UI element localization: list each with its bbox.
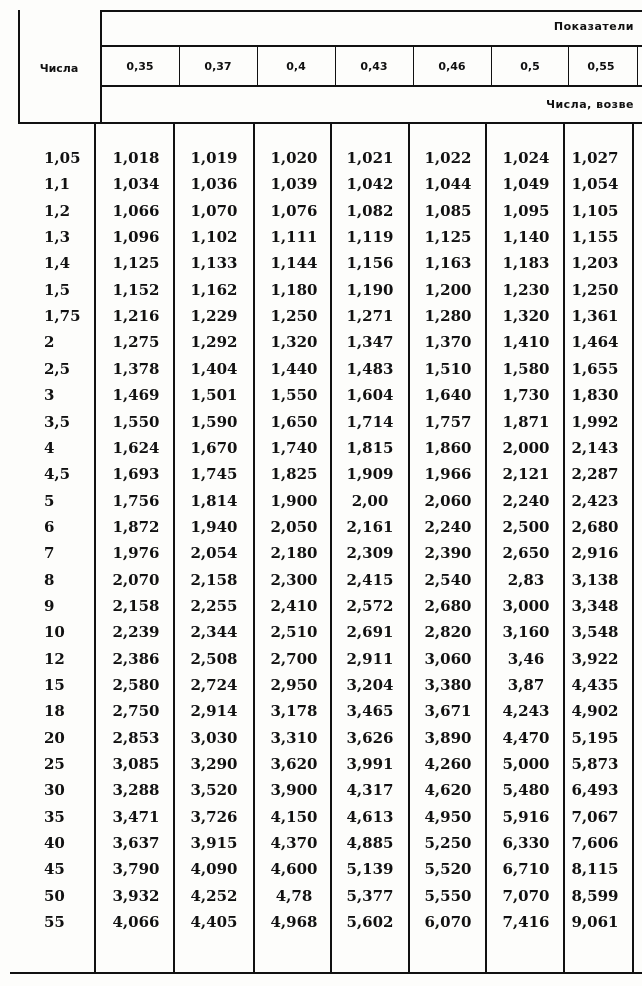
power-value-cell: 2,309 xyxy=(346,544,394,563)
power-value-cell: 3,46 xyxy=(507,649,545,668)
power-value-cell: 1,054 xyxy=(571,175,619,194)
power-value-cell: 7,070 xyxy=(502,886,550,905)
power-value-cell: 1,162 xyxy=(190,280,238,299)
table-row xyxy=(0,728,642,754)
power-value-cell: 1,042 xyxy=(346,175,394,194)
power-value-cell: 1,410 xyxy=(502,333,550,352)
power-value-cell: 4,090 xyxy=(190,860,238,879)
power-value-cell: 1,155 xyxy=(571,228,619,247)
power-value-cell: 2,680 xyxy=(424,596,472,615)
power-value-cell: 2,680 xyxy=(571,517,619,536)
power-value-cell: 6,710 xyxy=(502,860,550,879)
power-value-cell: 1,655 xyxy=(571,359,619,378)
power-value-cell: 2,691 xyxy=(346,623,394,642)
power-value-cell: 1,604 xyxy=(346,386,394,405)
row-number-label: 1,75 xyxy=(44,307,81,326)
row-number-label: 12 xyxy=(44,649,65,668)
power-value-cell: 1,815 xyxy=(346,438,394,457)
table-row xyxy=(0,807,642,833)
power-value-cell: 1,510 xyxy=(424,359,472,378)
power-value-cell: 4,405 xyxy=(190,913,238,932)
power-value-cell: 3,310 xyxy=(270,728,318,747)
row-number-label: 20 xyxy=(44,728,65,747)
power-value-cell: 6,330 xyxy=(502,834,550,853)
row-number-label: 1,5 xyxy=(44,280,71,299)
row-number-label: 4,5 xyxy=(44,465,71,484)
power-value-cell: 3,726 xyxy=(190,807,238,826)
power-value-cell: 1,640 xyxy=(424,386,472,405)
power-value-cell: 4,613 xyxy=(346,807,394,826)
row-number-label: 10 xyxy=(44,623,65,642)
power-value-cell: 1,670 xyxy=(190,438,238,457)
table-row xyxy=(0,174,642,200)
power-value-cell: 1,203 xyxy=(571,254,619,273)
power-value-cell: 1,018 xyxy=(112,149,160,167)
power-value-cell: 5,195 xyxy=(571,728,619,747)
power-value-cell: 1,022 xyxy=(424,149,472,167)
table-row xyxy=(0,359,642,385)
power-value-cell: 2,158 xyxy=(190,570,238,589)
table-row xyxy=(0,912,642,938)
power-value-cell: 2,950 xyxy=(270,676,318,694)
row-number-label: 2 xyxy=(44,333,55,352)
table-row xyxy=(0,438,642,464)
row-number-label: 5 xyxy=(44,491,55,510)
table-row xyxy=(0,701,642,727)
power-value-cell: 1,229 xyxy=(190,307,238,326)
power-value-cell: 1,378 xyxy=(112,359,160,378)
power-value-cell: 2,820 xyxy=(424,623,472,642)
row-number-label: 55 xyxy=(44,913,65,932)
power-value-cell: 8,115 xyxy=(571,860,619,879)
power-value-cell: 2,410 xyxy=(270,596,318,615)
power-value-cell: 2,580 xyxy=(112,676,160,694)
power-value-cell: 3,465 xyxy=(346,702,394,721)
power-value-cell: 3,626 xyxy=(346,728,394,747)
power-value-cell: 8,599 xyxy=(571,886,619,905)
power-value-cell: 2,386 xyxy=(112,649,160,668)
power-value-cell: 4,620 xyxy=(424,781,472,800)
row-number-label: 45 xyxy=(44,860,65,879)
power-value-cell: 2,000 xyxy=(502,438,550,457)
power-value-cell: 4,600 xyxy=(270,860,318,879)
power-value-cell: 2,508 xyxy=(190,649,238,668)
power-value-cell: 4,950 xyxy=(424,807,472,826)
row-number-label: 1,4 xyxy=(44,254,71,273)
power-value-cell: 5,480 xyxy=(502,781,550,800)
power-value-cell: 2,750 xyxy=(112,702,160,721)
power-value-cell: 1,102 xyxy=(190,228,238,247)
power-value-cell: 2,054 xyxy=(190,544,238,563)
exponent-header-6: 0,5 xyxy=(520,60,540,73)
power-value-cell: 1,085 xyxy=(424,201,472,220)
power-value-cell: 7,606 xyxy=(571,834,619,853)
power-value-cell: 1,082 xyxy=(346,201,394,220)
power-value-cell: 3,637 xyxy=(112,834,160,853)
power-value-cell: 1,483 xyxy=(346,359,394,378)
table-row xyxy=(0,412,642,438)
power-value-cell: 1,036 xyxy=(190,175,238,194)
power-value-cell: 1,757 xyxy=(424,412,472,431)
row-number-label: 7 xyxy=(44,544,55,563)
power-value-cell: 4,260 xyxy=(424,755,472,774)
power-value-cell: 1,740 xyxy=(270,438,318,457)
header-line-1 xyxy=(100,45,642,47)
power-value-cell: 2,510 xyxy=(270,623,318,642)
power-value-cell: 1,361 xyxy=(571,307,619,326)
row-number-label: 1,05 xyxy=(44,149,81,167)
row-number-label: 40 xyxy=(44,834,65,853)
power-value-cell: 5,550 xyxy=(424,886,472,905)
exponent-header-5: 0,46 xyxy=(438,60,466,73)
power-value-cell: 1,250 xyxy=(571,280,619,299)
table-row xyxy=(0,649,642,675)
power-value-cell: 4,243 xyxy=(502,702,550,721)
power-value-cell: 1,125 xyxy=(112,254,160,273)
power-value-cell: 1,024 xyxy=(502,149,550,167)
power-value-cell: 4,150 xyxy=(270,807,318,826)
power-value-cell: 7,416 xyxy=(502,913,550,932)
row-number-label: 6 xyxy=(44,517,55,536)
power-value-cell: 5,520 xyxy=(424,860,472,879)
power-value-cell: 3,288 xyxy=(112,781,160,800)
power-value-cell: 1,440 xyxy=(270,359,318,378)
power-value-cell: 1,872 xyxy=(112,517,160,536)
power-value-cell: 1,180 xyxy=(270,280,318,299)
power-value-cell: 3,548 xyxy=(571,623,619,642)
power-value-cell: 1,271 xyxy=(346,307,394,326)
power-value-cell: 5,139 xyxy=(346,860,394,879)
table-row xyxy=(0,306,642,332)
power-value-cell: 4,066 xyxy=(112,913,160,932)
power-value-cell: 1,976 xyxy=(112,544,160,563)
power-value-cell: 2,050 xyxy=(270,517,318,536)
power-value-cell: 1,250 xyxy=(270,307,318,326)
row-number-label: 1,3 xyxy=(44,228,71,247)
power-value-cell: 1,096 xyxy=(112,228,160,247)
power-value-cell: 2,239 xyxy=(112,623,160,642)
power-value-cell: 3,060 xyxy=(424,649,472,668)
power-value-cell: 2,390 xyxy=(424,544,472,563)
power-value-cell: 2,143 xyxy=(571,438,619,457)
power-value-cell: 3,348 xyxy=(571,596,619,615)
power-value-cell: 2,161 xyxy=(346,517,394,536)
table-row xyxy=(0,622,642,648)
power-value-cell: 1,550 xyxy=(270,386,318,405)
row-number-label: 25 xyxy=(44,755,65,774)
power-value-cell: 5,000 xyxy=(502,755,550,774)
table-row xyxy=(0,570,642,596)
power-value-cell: 1,714 xyxy=(346,412,394,431)
power-value-cell: 2,572 xyxy=(346,596,394,615)
power-value-cell: 3,87 xyxy=(507,676,545,694)
power-value-cell: 4,78 xyxy=(275,886,313,905)
power-value-cell: 2,060 xyxy=(424,491,472,510)
power-value-cell: 2,724 xyxy=(190,676,238,694)
row-number-label: 15 xyxy=(44,676,65,694)
power-value-cell: 3,030 xyxy=(190,728,238,747)
power-value-cell: 3,178 xyxy=(270,702,318,721)
table-bottom-border xyxy=(10,972,642,974)
power-value-cell: 1,745 xyxy=(190,465,238,484)
power-value-cell: 1,464 xyxy=(571,333,619,352)
power-value-cell: 2,540 xyxy=(424,570,472,589)
row-number-label: 1,1 xyxy=(44,175,71,194)
power-value-cell: 1,900 xyxy=(270,491,318,510)
row-number-label: 4 xyxy=(44,438,55,457)
power-value-cell: 2,500 xyxy=(502,517,550,536)
power-value-cell: 2,914 xyxy=(190,702,238,721)
power-value-cell: 1,370 xyxy=(424,333,472,352)
power-value-cell: 2,121 xyxy=(502,465,550,484)
power-value-cell: 2,650 xyxy=(502,544,550,563)
table-row xyxy=(0,253,642,279)
power-value-cell: 4,885 xyxy=(346,834,394,853)
power-value-cell: 1,049 xyxy=(502,175,550,194)
power-value-cell: 1,133 xyxy=(190,254,238,273)
power-value-cell: 1,039 xyxy=(270,175,318,194)
power-value-cell: 1,814 xyxy=(190,491,238,510)
power-value-cell: 1,940 xyxy=(190,517,238,536)
row-number-label: 1,2 xyxy=(44,201,71,220)
power-value-cell: 1,275 xyxy=(112,333,160,352)
power-value-cell: 9,061 xyxy=(571,913,619,932)
power-value-cell: 6,070 xyxy=(424,913,472,932)
power-value-cell: 3,520 xyxy=(190,781,238,800)
power-value-cell: 2,916 xyxy=(571,544,619,563)
power-value-cell: 2,423 xyxy=(571,491,619,510)
power-value-cell: 2,83 xyxy=(507,570,545,589)
power-value-cell: 1,830 xyxy=(571,386,619,405)
power-value-cell: 3,290 xyxy=(190,755,238,774)
table-row xyxy=(0,332,642,358)
exponent-header-4: 0,43 xyxy=(360,60,388,73)
exponent-header-2: 0,37 xyxy=(204,60,232,73)
power-value-cell: 3,138 xyxy=(571,570,619,589)
power-value-cell: 2,911 xyxy=(346,649,394,668)
power-value-cell: 1,156 xyxy=(346,254,394,273)
power-value-cell: 1,320 xyxy=(502,307,550,326)
power-value-cell: 5,602 xyxy=(346,913,394,932)
power-value-cell: 1,152 xyxy=(112,280,160,299)
power-value-cell: 1,027 xyxy=(571,149,619,167)
power-value-cell: 1,580 xyxy=(502,359,550,378)
power-value-cell: 1,550 xyxy=(112,412,160,431)
power-value-cell: 1,190 xyxy=(346,280,394,299)
power-value-cell: 2,700 xyxy=(270,649,318,668)
row-number-label: 30 xyxy=(44,781,65,800)
power-value-cell: 2,240 xyxy=(424,517,472,536)
table-row xyxy=(0,201,642,227)
table-row xyxy=(0,148,642,174)
power-value-cell: 1,992 xyxy=(571,412,619,431)
power-value-cell: 1,860 xyxy=(424,438,472,457)
power-value-cell: 3,204 xyxy=(346,676,394,694)
table-row xyxy=(0,754,642,780)
table-row xyxy=(0,780,642,806)
power-value-cell: 3,915 xyxy=(190,834,238,853)
power-value-cell: 1,650 xyxy=(270,412,318,431)
power-value-cell: 1,044 xyxy=(424,175,472,194)
table-row xyxy=(0,227,642,253)
power-value-cell: 1,347 xyxy=(346,333,394,352)
power-value-cell: 3,620 xyxy=(270,755,318,774)
power-value-cell: 4,435 xyxy=(571,676,619,694)
table-row xyxy=(0,385,642,411)
power-value-cell: 1,292 xyxy=(190,333,238,352)
table-row xyxy=(0,491,642,517)
power-value-cell: 2,255 xyxy=(190,596,238,615)
raised-numbers-header: Числа, возве xyxy=(546,98,634,111)
table-row xyxy=(0,675,642,701)
power-value-cell: 3,991 xyxy=(346,755,394,774)
power-value-cell: 1,034 xyxy=(112,175,160,194)
power-value-cell: 4,370 xyxy=(270,834,318,853)
table-row xyxy=(0,280,642,306)
power-value-cell: 2,158 xyxy=(112,596,160,615)
power-value-cell: 3,922 xyxy=(571,649,619,668)
power-value-cell: 1,501 xyxy=(190,386,238,405)
power-value-cell: 1,066 xyxy=(112,201,160,220)
power-value-cell: 1,076 xyxy=(270,201,318,220)
table-row xyxy=(0,886,642,912)
power-value-cell: 3,085 xyxy=(112,755,160,774)
power-value-cell: 1,020 xyxy=(270,149,318,167)
power-value-cell: 3,671 xyxy=(424,702,472,721)
exponent-header-7: 0,55 xyxy=(587,60,615,73)
power-value-cell: 3,471 xyxy=(112,807,160,826)
power-value-cell: 4,902 xyxy=(571,702,619,721)
power-value-cell: 4,968 xyxy=(270,913,318,932)
power-value-cell: 1,119 xyxy=(346,228,394,247)
exponent-header-1: 0,35 xyxy=(126,60,154,73)
power-value-cell: 2,853 xyxy=(112,728,160,747)
power-value-cell: 3,890 xyxy=(424,728,472,747)
power-value-cell: 5,873 xyxy=(571,755,619,774)
power-value-cell: 3,900 xyxy=(270,781,318,800)
power-value-cell: 1,693 xyxy=(112,465,160,484)
table-row xyxy=(0,859,642,885)
power-value-cell: 1,021 xyxy=(346,149,394,167)
exponent-header-3: 0,4 xyxy=(286,60,306,73)
power-value-cell: 4,252 xyxy=(190,886,238,905)
power-value-cell: 1,320 xyxy=(270,333,318,352)
power-value-cell: 1,230 xyxy=(502,280,550,299)
row-number-label: 3,5 xyxy=(44,412,71,431)
power-value-cell: 4,317 xyxy=(346,781,394,800)
power-value-cell: 4,470 xyxy=(502,728,550,747)
table-row xyxy=(0,464,642,490)
power-value-cell: 1,871 xyxy=(502,412,550,431)
power-value-cell: 2,240 xyxy=(502,491,550,510)
row-number-label: 2,5 xyxy=(44,359,71,378)
table-row xyxy=(0,517,642,543)
power-value-cell: 3,000 xyxy=(502,596,550,615)
table-row xyxy=(0,833,642,859)
power-value-cell: 1,070 xyxy=(190,201,238,220)
power-value-cell: 1,756 xyxy=(112,491,160,510)
exponents-header: Показатели xyxy=(553,20,634,33)
power-value-cell: 1,730 xyxy=(502,386,550,405)
power-value-cell: 2,287 xyxy=(571,465,619,484)
power-value-cell: 1,105 xyxy=(571,201,619,220)
power-value-cell: 2,180 xyxy=(270,544,318,563)
power-value-cell: 2,070 xyxy=(112,570,160,589)
power-value-cell: 1,140 xyxy=(502,228,550,247)
power-value-cell: 6,493 xyxy=(571,781,619,800)
power-value-cell: 1,095 xyxy=(502,201,550,220)
power-value-cell: 1,624 xyxy=(112,438,160,457)
power-value-cell: 1,469 xyxy=(112,386,160,405)
row-number-label: 9 xyxy=(44,596,55,615)
table-top-border xyxy=(100,10,642,12)
power-value-cell: 1,590 xyxy=(190,412,238,431)
power-value-cell: 3,932 xyxy=(112,886,160,905)
power-value-cell: 1,144 xyxy=(270,254,318,273)
row-number-label: 8 xyxy=(44,570,55,589)
table-row xyxy=(0,596,642,622)
power-value-cell: 2,300 xyxy=(270,570,318,589)
row-number-label: 18 xyxy=(44,702,65,721)
power-value-cell: 1,183 xyxy=(502,254,550,273)
power-value-cell: 5,250 xyxy=(424,834,472,853)
row-number-label: 3 xyxy=(44,386,55,405)
power-value-cell: 1,163 xyxy=(424,254,472,273)
power-value-cell: 3,790 xyxy=(112,860,160,879)
power-value-cell: 2,415 xyxy=(346,570,394,589)
power-value-cell: 1,216 xyxy=(112,307,160,326)
power-value-cell: 3,380 xyxy=(424,676,472,694)
power-value-cell: 7,067 xyxy=(571,807,619,826)
power-value-cell: 1,825 xyxy=(270,465,318,484)
power-value-cell: 5,377 xyxy=(346,886,394,905)
power-value-cell: 1,404 xyxy=(190,359,238,378)
power-value-cell: 1,019 xyxy=(190,149,238,167)
power-value-cell: 5,916 xyxy=(502,807,550,826)
power-value-cell: 2,00 xyxy=(351,491,389,510)
numbers-column-header: Числа xyxy=(39,62,79,75)
power-value-cell: 1,280 xyxy=(424,307,472,326)
power-value-cell: 1,111 xyxy=(270,228,318,247)
row-number-label: 35 xyxy=(44,807,65,826)
power-value-cell: 3,160 xyxy=(502,623,550,642)
power-value-cell: 1,125 xyxy=(424,228,472,247)
table-row xyxy=(0,543,642,569)
power-value-cell: 2,344 xyxy=(190,623,238,642)
header-line-2 xyxy=(100,85,642,87)
row-number-label: 50 xyxy=(44,886,65,905)
power-value-cell: 1,966 xyxy=(424,465,472,484)
power-value-cell: 1,909 xyxy=(346,465,394,484)
power-value-cell: 1,200 xyxy=(424,280,472,299)
